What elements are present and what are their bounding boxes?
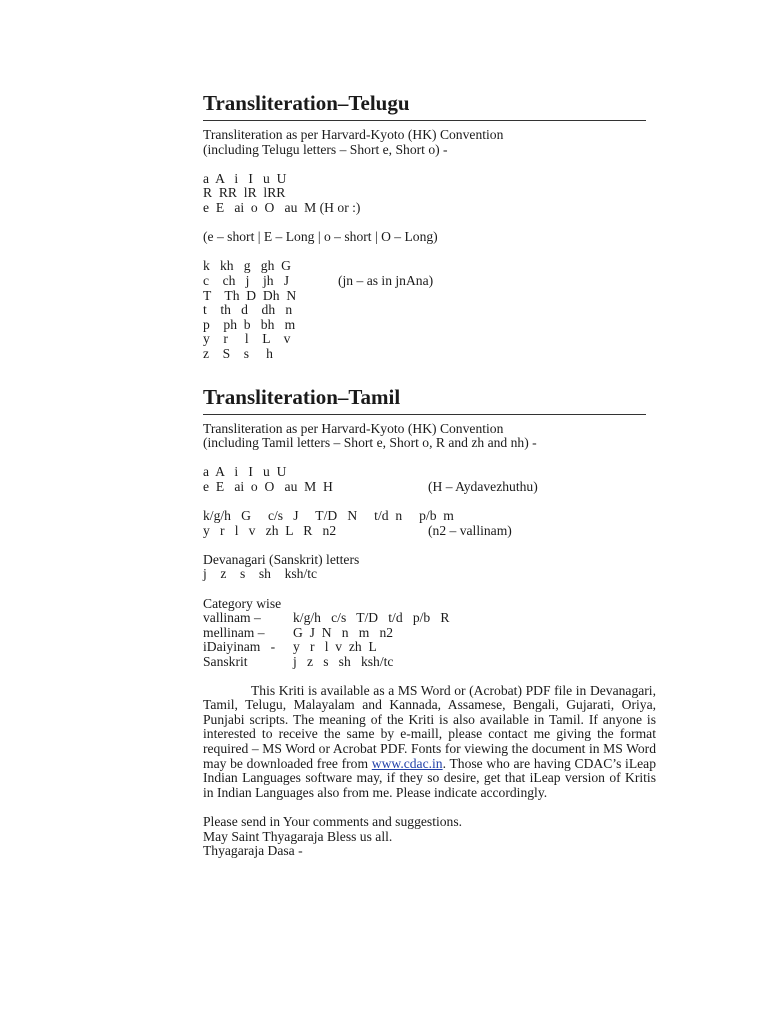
closing-line: May Saint Thyagaraja Bless us all. bbox=[203, 828, 393, 844]
document-page bbox=[203, 90, 658, 859]
devanagari-letters: j z s sh ksh/tc bbox=[203, 566, 318, 582]
availability-paragraph: This Kriti is available as a MS Word or (Acrobat) PDF file in Devanagari, Tamil, Telugu, Malayalam and Kannada, Assamese, Bengali, Gujarati, Oriya, Punjabi scripts. The meaning of the Kriti is also available in Tamil. If anyone is interested to receive the same by e-maill, please contact me giving the format required – MS Word or Acrobat PDF. Fonts for viewing the document in MS Word may be downloaded free from www.cdac.in. Those who are having CDAC’s iLeap Indian Languages software may, if they so desire, get that iLeap version of Kritis in Indian Languages also from me. Please indicate accordingly. bbox=[203, 682, 657, 800]
telugu-consonant-row: p ph b bh m bbox=[203, 316, 296, 332]
devanagari-label: Devanagari (Sanskrit) letters bbox=[203, 551, 360, 567]
tamil-intro-line-2: (including Tamil letters – Short e, Short o, R and zh and nh) - bbox=[203, 435, 537, 451]
telugu-vowels-line: e E ai o O au M (H or :) bbox=[203, 199, 361, 215]
telugu-heading-rule bbox=[203, 120, 646, 121]
telugu-consonant-row: T Th D Dh N bbox=[203, 287, 297, 303]
telugu-consonant-row: c ch j jh J (jn – as in jnAna) bbox=[203, 272, 434, 288]
tamil-consonant-row: k/g/h G c/s J T/D N t/d n p/b m bbox=[203, 508, 454, 524]
category-row: iDaiyinam - y r l v zh L bbox=[203, 639, 377, 655]
category-row: Sanskrit j z s sh ksh/tc bbox=[203, 654, 394, 669]
category-title: Category wise bbox=[203, 595, 282, 611]
category-row: vallinam – k/g/h c/s T/D t/d p/b R bbox=[203, 610, 450, 626]
cdac-link[interactable]: www.cdac.in bbox=[371, 755, 443, 771]
telugu-vowel-note: (e – short | E – Long | o – short | O – Long) bbox=[203, 229, 438, 245]
tamil-heading: Transliteration–Tamil bbox=[203, 384, 401, 409]
category-row: mellinam – G J N n m n2 bbox=[203, 624, 394, 640]
telugu-consonant-row: t th d dh n bbox=[203, 302, 293, 318]
tamil-consonant-row: y r l v zh L R n2 (n2 – vallinam) bbox=[203, 522, 512, 538]
telugu-consonant-note: (jn – as in jnAna) bbox=[338, 272, 434, 288]
closing-line: Please send in Your comments and suggestions. bbox=[203, 813, 463, 829]
signature-line: Thyagaraja Dasa - bbox=[203, 843, 303, 859]
tamil-heading-rule bbox=[203, 414, 646, 415]
tamil-consonant-note: (n2 – vallinam) bbox=[428, 522, 512, 538]
telugu-vowels-line: R RR lR lRR bbox=[203, 185, 286, 201]
tamil-vowel-row: a A i I u U bbox=[203, 464, 287, 480]
telugu-intro-line-1: Transliteration as per Harvard-Kyoto (HK) Convention bbox=[203, 127, 504, 142]
telugu-consonant-row: y r l L v bbox=[203, 331, 291, 347]
telugu-consonant-row: k kh g gh G bbox=[203, 258, 291, 274]
telugu-vowels-line: a A i I u U bbox=[203, 170, 287, 186]
tamil-vowel-row: e E ai o O au M H (H – Aydavezhuthu) bbox=[203, 478, 538, 494]
telugu-intro-line-2: (including Telugu letters – Short e, Short o) - bbox=[203, 141, 448, 157]
tamil-intro-line-1: Transliteration as per Harvard-Kyoto (HK) Convention bbox=[203, 420, 504, 436]
tamil-vowel-note: (H – Aydavezhuthu) bbox=[428, 478, 538, 494]
telugu-heading: Transliteration–Telugu bbox=[203, 91, 410, 115]
telugu-consonant-row: z S s h bbox=[203, 345, 273, 361]
